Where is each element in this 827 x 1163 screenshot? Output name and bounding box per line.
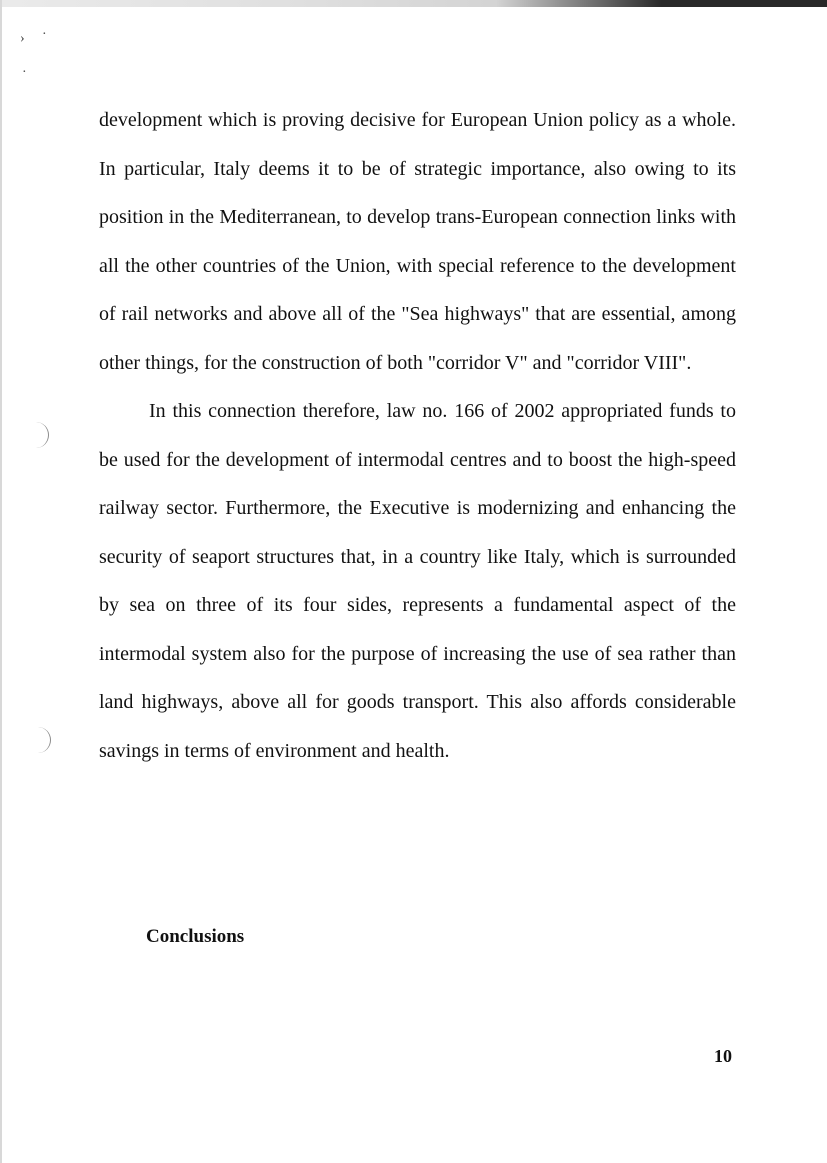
- section-heading: Conclusions: [146, 926, 245, 947]
- document-body: [99, 96, 736, 775]
- punch-hole-mark: [34, 422, 49, 448]
- scan-top-edge: [0, 0, 827, 7]
- scan-speck: ·: [22, 65, 27, 80]
- page-number: 10: [714, 1046, 732, 1066]
- punch-hole-mark: [36, 727, 51, 753]
- scan-speck: ›: [20, 31, 25, 46]
- paragraph: In this connection therefore, law no. 166 of 2002 appropriated funds to be used for the development of intermodal centres and to boost the high-speed railway sector. Furthermore, the Executive is modernizing and enhancing the security of seaport structures that, in a country like Italy, which is surrounded by sea on three of its four sides, represents a fundamental aspect of the intermodal system also for the purpose of increasing the use of sea rather than land highways, above all for goods transport. This also affords considerable savings in terms of environment and health.: [99, 400, 736, 762]
- scan-left-edge: [0, 0, 2, 1163]
- scan-speck: ·: [42, 27, 47, 42]
- paragraph: development which is proving decisive for European Union policy as a whole. In particular, Italy deems it to be of strategic importance, also owing to its position in the Mediterranean, to develop trans-European connection links with all the other countries of the Union, with special reference to the development of rail networks and above all of the "Sea highways" that are essential, among other things, for the construction of both "corridor V" and "corridor VIII".: [99, 109, 736, 374]
